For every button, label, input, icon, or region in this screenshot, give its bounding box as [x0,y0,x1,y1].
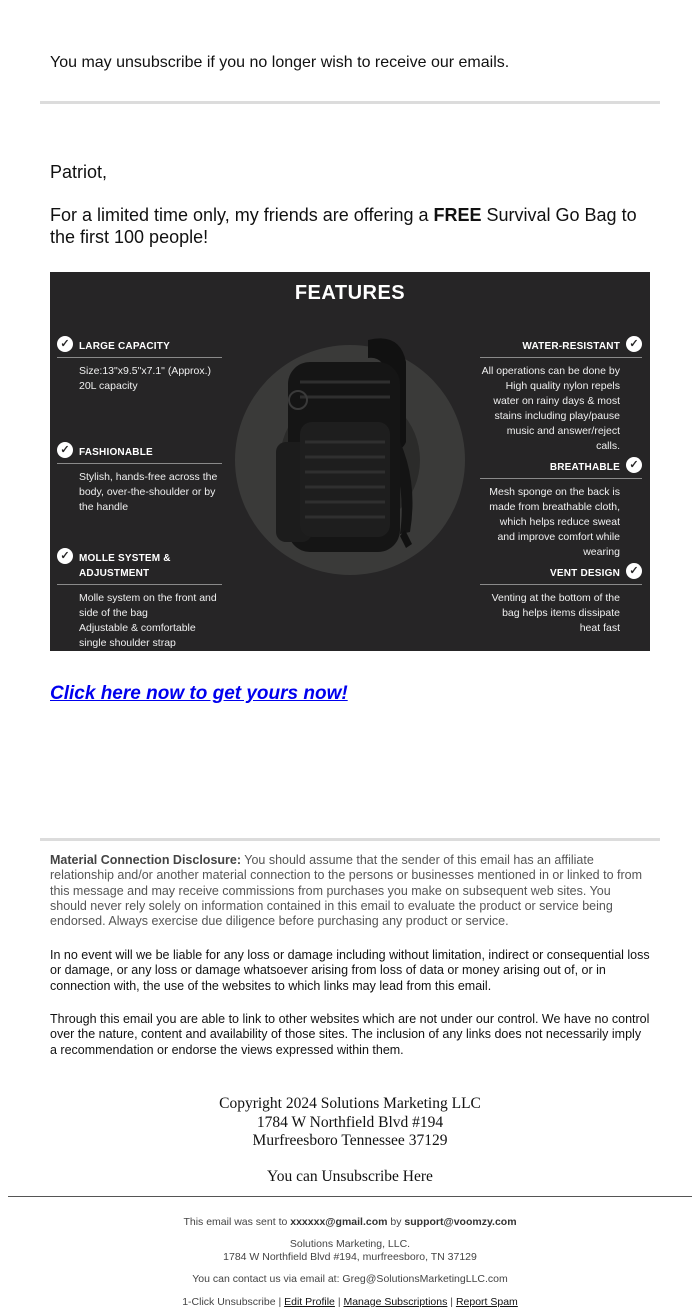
org-name: Solutions Marketing, LLC. [289,1238,411,1250]
offer-free: FREE [433,205,482,225]
divider [40,838,660,841]
feature-large-capacity: ✓ LARGE CAPACITY Size:13"x9.5"x7.1" (Approx.) 20L capacity [57,339,222,394]
footer-links: 1-Click Unsubscribe | Edit Profile | Manage Subscriptions | Report Spam [182,1296,518,1308]
offer-text: For a limited time only, my friends are offering a FREE Survival Go Bag to the first 100 people! [50,205,637,247]
one-click-unsubscribe[interactable]: 1-Click Unsubscribe [182,1296,276,1308]
liability-disclaimer: In no event will we be liable for any loss or damage including without limitation, indirect or consequential loss or damage, or any loss or damage whatsoever arising from loss of data or money arising out of, or in connection with, the use of the websites to which links may lead from this email. [50,948,650,993]
sent-to-line: This email was sent to xxxxxx@gmail.com by support@voomzy.com [183,1216,517,1228]
features-banner[interactable] [50,272,650,651]
feature-breathable: ✓ BREATHABLE Mesh sponge on the back is made from breathable cloth, which helps reduce sweat and improve comfort while wearing [480,460,642,560]
links-disclaimer: Through this email you are able to link to other websites which are not under our control. We have no control over the nature, content and availability of those sites. The inclusion of any links does not necessarily imply a recommendation or endorse the views expressed within them. [50,1012,650,1057]
copyright: Copyright 2024 Solutions Marketing LLC [219,1095,481,1112]
report-spam-link[interactable]: Report Spam [455,1296,518,1308]
check-icon: ✓ [57,442,73,458]
company-address [0,1095,700,1151]
check-icon: ✓ [626,457,642,473]
manage-subscriptions-link[interactable]: Manage Subscriptions [343,1296,448,1308]
greeting: Patriot, [50,162,108,182]
cta-link[interactable]: Click here now to get yours now! [50,683,348,704]
check-icon: ✓ [626,336,642,352]
address-line-1: 1784 W Northfield Blvd #194 [256,1113,444,1131]
check-icon: ✓ [57,548,73,564]
address-line-2: Murfreesboro Tennessee 37129 [252,1132,448,1149]
check-icon: ✓ [626,563,642,579]
material-disclosure: Material Connection Disclosure: You should assume that the sender of this email has an affiliate relationship and/or another material connection to the persons or businesses mentioned in or linked to from this message and may receive commissions from purchases you make on subsequent web sites. You should never rely solely on information contained in this email to evaluate the product or service being endorsed. Always exercise due diligence before purchasing any product or service. [50,853,643,929]
edit-profile-link[interactable]: Edit Profile [284,1296,335,1308]
check-icon: ✓ [57,336,73,352]
footer-divider [8,1196,692,1197]
feature-fashionable: ✓ FASHIONABLE Stylish, hands-free across the body, over-the-shoulder or by the handle [57,445,222,515]
recipient-email: xxxxxx@gmail.com [290,1216,388,1228]
unsubscribe-link[interactable]: You can Unsubscribe Here [267,1168,433,1185]
sender-email: support@voomzy.com [404,1216,517,1228]
divider [40,101,660,104]
contact-line: You can contact us via email at: Greg@SolutionsMarketingLLC.com [192,1273,508,1285]
feature-vent-design: ✓ VENT DESIGN Venting at the bottom of the bag helps items dissipate heat fast [480,566,642,636]
feature-water-resistant: ✓ WATER-RESISTANT All operations can be done by High quality nylon repels water on rainy days & most stains including play/pause music and answer/reject calls. [480,339,642,454]
org-address: 1784 W Northfield Blvd #194, murfreesboro, TN 37129 [223,1251,477,1263]
unsubscribe-notice: You may unsubscribe if you no longer wish to receive our emails. [50,54,510,71]
feature-molle-system: ✓ MOLLE SYSTEM & ADJUSTMENT Molle system on the front and side of the bag Adjustable & comfortable single shoulder strap [57,551,222,651]
banner-title: FEATURES [294,282,406,304]
